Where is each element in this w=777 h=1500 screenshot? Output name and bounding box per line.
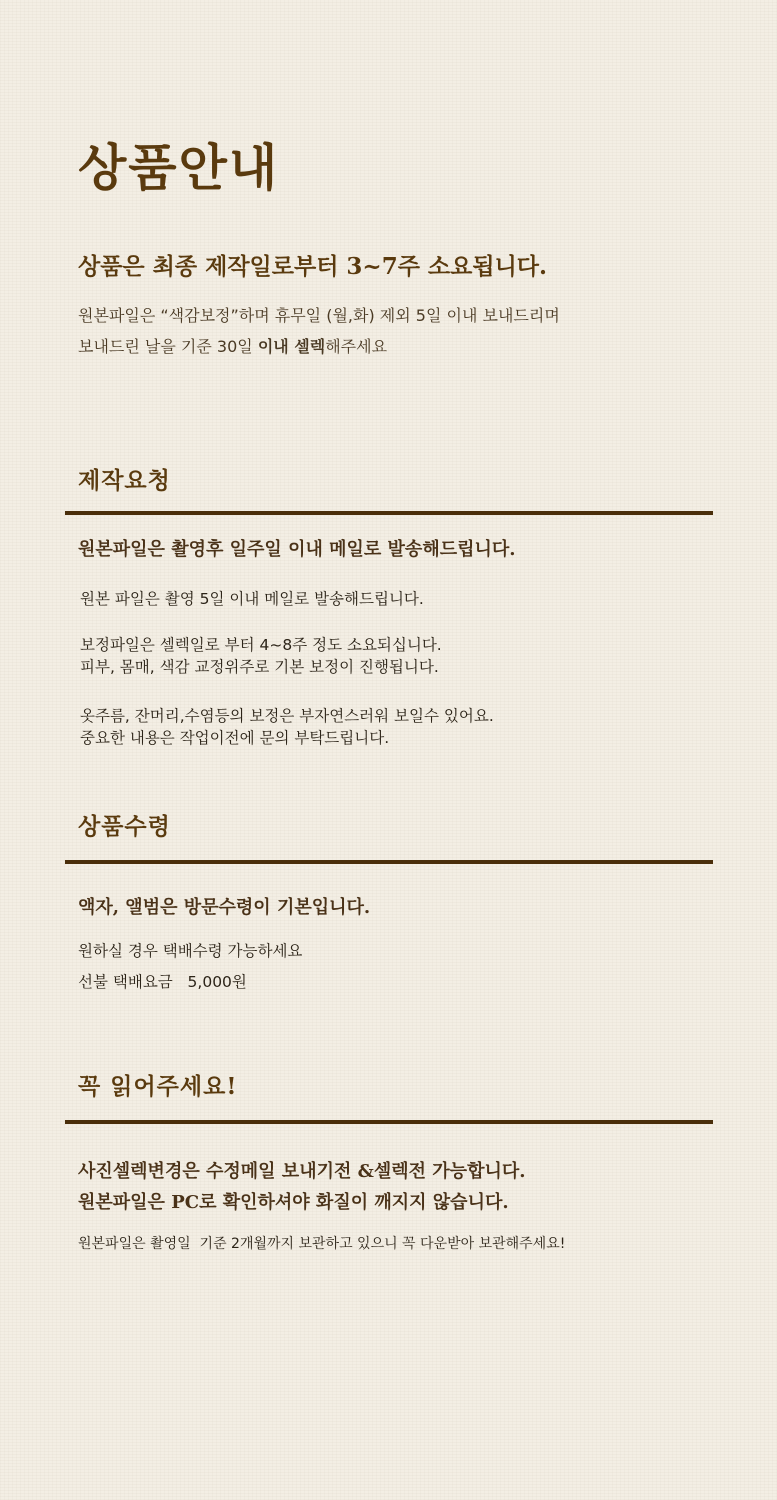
divider-production: [65, 511, 713, 515]
intro-line-2-prefix: 보내드린 날을 기준 30일: [78, 337, 258, 356]
divider-notice: [65, 1120, 713, 1124]
production-lead: 원본파일은 촬영후 일주일 이내 메일로 발송해드립니다.: [78, 539, 516, 560]
divider-pickup: [65, 860, 713, 864]
page-title: 상품안내: [78, 138, 280, 197]
production-paragraph-2: [80, 634, 720, 678]
intro-line-2-suffix: 해주세요: [325, 337, 388, 356]
pickup-line-1: 원하실 경우 택배수령 가능하세요: [78, 942, 303, 960]
intro-line-1: 원본파일은 “색감보정”하며 휴무일 (월,화) 제외 5일 이내 보내드리며: [78, 306, 560, 325]
production-paragraph-3: [80, 705, 720, 749]
notice-lead: [78, 1156, 526, 1218]
intro-line-2-strong: 이내 셀렉: [257, 337, 326, 356]
production-paragraph-1: 원본 파일은 촬영 5일 이내 메일로 발송해드립니다.: [80, 590, 424, 608]
pickup-line-2: 선불 택배요금 5,000원: [78, 973, 247, 991]
notice-lead-line-2: 원본파일은 PC로 확인하셔야 화질이 깨지지 않습니다.: [78, 1192, 509, 1213]
production-paragraph-2-line-2: 피부, 몸매, 색감 교정위주로 기본 보정이 진행됩니다.: [80, 658, 439, 676]
production-paragraph-3-line-2: 중요한 내용은 작업이전에 문의 부탁드립니다.: [80, 729, 390, 747]
intro-lead: 상품은 최종 제작일로부터 3~7주 소요됩니다.: [78, 253, 548, 280]
pickup-lead: 액자, 앨범은 방문수령이 기본입니다.: [78, 897, 371, 918]
section-heading-notice: 꼭 읽어주세요!: [78, 1073, 238, 1100]
notice-line-1: 원본파일은 촬영일 기준 2개월까지 보관하고 있으니 꼭 다운받아 보관해주세요!: [78, 1236, 566, 1252]
intro-line-2: [78, 331, 718, 362]
section-heading-pickup: 상품수령: [78, 813, 171, 840]
notice-lead-line-1: 사진셀렉변경은 수정메일 보내기전 &셀렉전 가능합니다.: [78, 1161, 526, 1182]
pickup-details: [78, 936, 718, 998]
production-paragraph-2-line-1: 보정파일은 셀렉일로 부터 4~8주 정도 소요되십니다.: [80, 636, 442, 654]
intro-body: [78, 300, 718, 362]
section-heading-production: 제작요청: [78, 467, 171, 494]
production-paragraph-3-line-1: 옷주름, 잔머리,수염등의 보정은 부자연스러워 보일수 있어요.: [80, 707, 494, 725]
